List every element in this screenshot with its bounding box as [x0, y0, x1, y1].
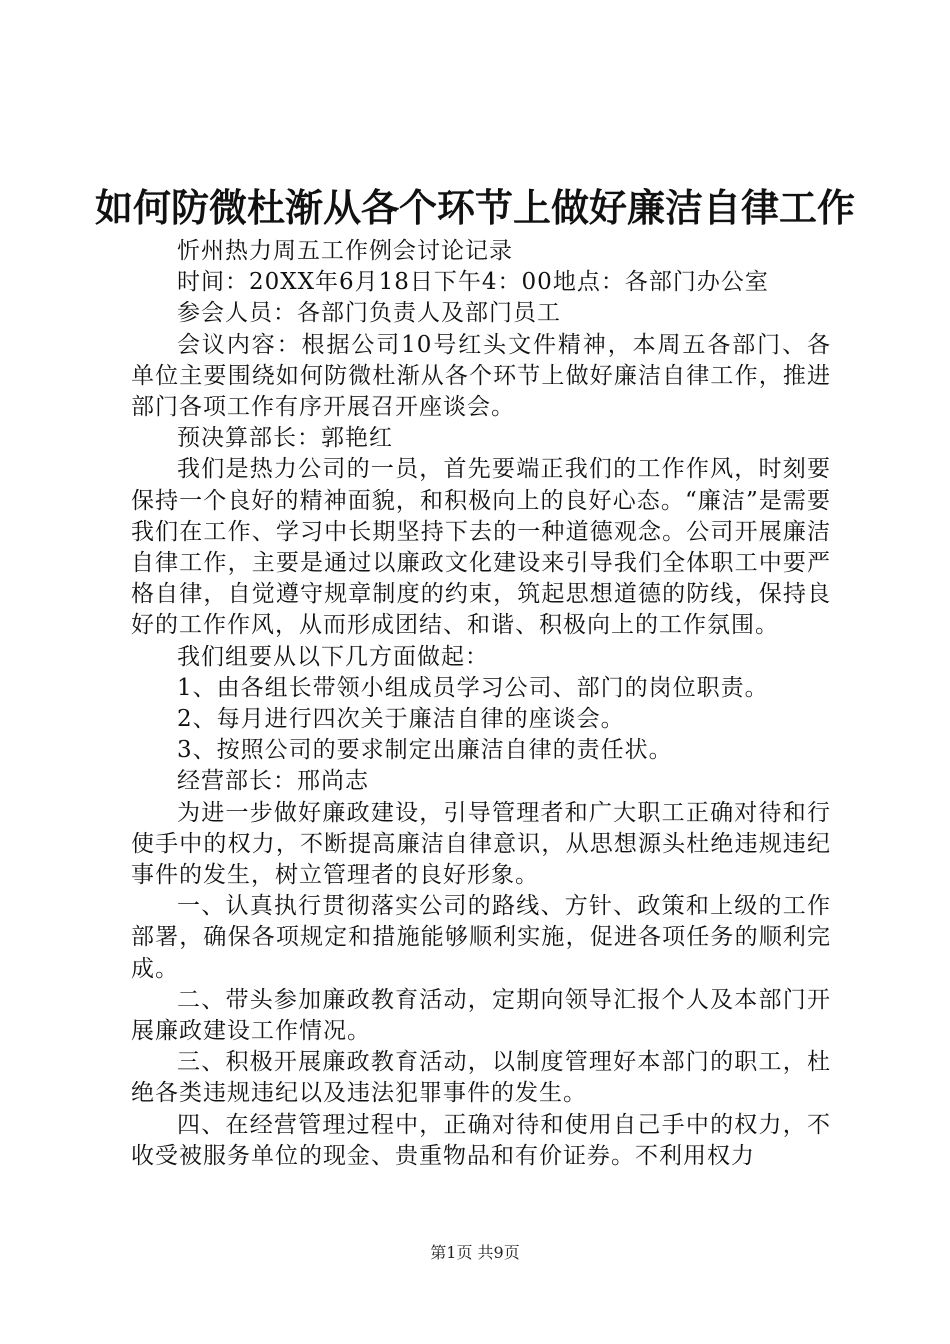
document-body [131, 236, 831, 1172]
paragraph-point-2: 二、带头参加廉政教育活动，定期向领导汇报个人及本部门开展廉政建设工作情况。 [131, 986, 831, 1045]
paragraph-meeting-record: 忻州热力周五工作例会讨论记录 [177, 238, 513, 264]
paragraph-point-1: 一、认真执行贯彻落实公司的路线、方针、政策和上级的工作部署，确保各项规定和措施能够顺利实施，促进各项任务的顺利完成。 [131, 893, 831, 982]
paragraph-plan-item-3: 3、按照公司的要求制定出廉洁自律的责任状。 [177, 737, 673, 764]
paragraph-plan-item-2: 2、每月进行四次关于廉洁自律的座谈会。 [177, 706, 625, 733]
paragraph-speaker-operations: 经营部长：邢尚志 [177, 768, 369, 795]
document-title: 如何防微杜渐从各个环节上做好廉洁自律工作 [94, 185, 855, 230]
paragraph-meeting-content: 会议内容：根据公司10号红头文件精神，本周五各部门、各单位主要围绕如何防微杜渐从各个环节上做好廉洁自律工作，推进部门各项工作有序开展召开座谈会。 [131, 331, 831, 421]
paragraph-speaker-budget: 预决算部长：郭艳红 [177, 425, 393, 452]
page-number-footer: 第1页 共9页 [430, 1243, 520, 1262]
paragraph-plan-item-1: 1、由各组长带领小组成员学习公司、部门的岗位职责。 [177, 674, 769, 701]
paragraph-operations-statement: 为进一步做好廉政建设，引导管理者和广大职工正确对待和行使手中的权力，不断提高廉洁自律意识，从思想源头杜绝违规违纪事件的发生，树立管理者的良好形象。 [131, 799, 831, 889]
paragraph-attendees: 参会人员：各部门负责人及部门员工 [177, 300, 561, 327]
paragraph-time-location: 时间：20XX年6月18日下午4：00地点：各部门办公室 [177, 269, 769, 296]
paragraph-point-4: 四、在经营管理过程中，正确对待和使用自己手中的权力，不收受被服务单位的现金、贵重物品和有价证券。不利用权力 [131, 1111, 831, 1169]
paragraph-group-plan-intro: 我们组要从以下几方面做起： [177, 643, 489, 670]
paragraph-point-3: 三、积极开展廉政教育活动，以制度管理好本部门的职工，杜绝各类违规违纪以及违法犯罪事件的发生。 [131, 1049, 831, 1107]
paragraph-budget-statement: 我们是热力公司的一员，首先要端正我们的工作作风，时刻要保持一个良好的精神面貌，和积极向上的良好心态。“廉洁”是需要我们在工作、学习中长期坚持下去的一种道德观念。公司开展廉洁自律工作，主要是通过以廉政文化建设来引导我们全体职工中要严格自律，自觉遵守规章制度的约束，筑起思想道德的防线，保持良好的工作作风，从而形成团结、和谐、积极向上的工作氛围。 [131, 456, 831, 639]
